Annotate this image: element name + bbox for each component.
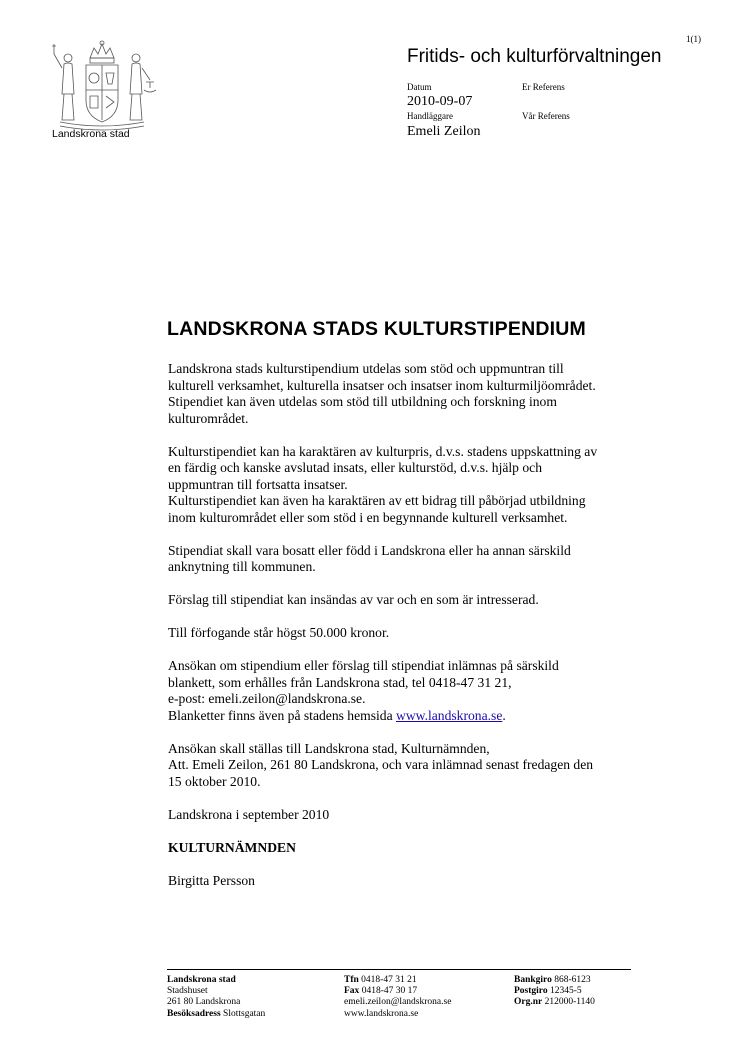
datum-value: 2010-09-07 bbox=[407, 94, 473, 109]
footer-contact bbox=[344, 975, 451, 1020]
datum-label: Datum bbox=[407, 82, 432, 92]
footer-payment bbox=[514, 975, 595, 1009]
text-line bbox=[168, 708, 658, 725]
document-body bbox=[168, 361, 658, 906]
text-line: uppmuntran till fortsatta insatser. bbox=[168, 476, 348, 492]
committee-name bbox=[168, 840, 658, 857]
coat-of-arms-icon bbox=[40, 38, 172, 142]
text-line: Birgitta Persson bbox=[168, 872, 255, 888]
footer-value: 868-6123 bbox=[554, 975, 591, 985]
footer-label: Besöksadress bbox=[167, 1008, 221, 1019]
logo-text: Landskrona stad bbox=[52, 128, 130, 140]
text-line: 15 oktober 2010. bbox=[168, 773, 261, 789]
footer-label: Fax bbox=[344, 986, 360, 997]
text-fragment: . bbox=[502, 707, 506, 723]
text-line: Till förfogande står högst 50.000 kronor. bbox=[168, 625, 390, 640]
footer-label: Postgiro bbox=[514, 986, 548, 997]
footer-value: Slottsgatan bbox=[223, 1008, 266, 1019]
footer-value: 0418-47 30 17 bbox=[361, 986, 418, 997]
footer-line: Stadshuset bbox=[167, 986, 208, 997]
document-title: LANDSKRONA STADS KULTURSTIPENDIUM bbox=[167, 318, 586, 340]
footer-email: emeli.zeilon@landskrona.se bbox=[344, 997, 452, 1008]
paragraph-application bbox=[168, 658, 658, 724]
footer-label: Bankgiro bbox=[514, 975, 552, 985]
text-line: Ansökan om stipendium eller förslag till stipendiat inlämnas på särskild bbox=[168, 658, 559, 673]
paragraph-deadline bbox=[168, 741, 658, 791]
page-number: 1(1) bbox=[686, 34, 701, 44]
text-line: inom kulturområdet eller som stöd i en begynnande kulturell verksamhet. bbox=[168, 509, 568, 525]
text-fragment: Blanketter finns även på stadens hemsida bbox=[168, 707, 397, 723]
text-line: Stipendiet kan även utdelas som stöd till utbildning och forskning inom bbox=[168, 394, 557, 409]
paragraph-amount bbox=[168, 625, 658, 642]
footer-web: www.landskrona.se bbox=[344, 1008, 419, 1019]
var-referens-label: Vår Referens bbox=[522, 111, 570, 121]
text-line: anknytning till kommunen. bbox=[168, 559, 316, 574]
footer-divider bbox=[167, 969, 631, 970]
text-line: kulturområdet. bbox=[168, 410, 249, 426]
text-line: Kulturstipendiet kan även ha karaktären av ett bidrag till påbörjad utbildning bbox=[168, 493, 586, 508]
er-referens-label: Er Referens bbox=[522, 82, 565, 92]
signature bbox=[168, 873, 658, 890]
footer-label: Tfn bbox=[344, 975, 359, 985]
text-line: e-post: emeli.zeilon@landskrona.se. bbox=[168, 691, 366, 706]
footer-value: 12345-5 bbox=[549, 986, 582, 997]
footer-value: 0418-47 31 21 bbox=[361, 975, 417, 985]
text-line: KULTURNÄMNDEN bbox=[168, 839, 296, 855]
text-line: Ansökan skall ställas till Landskrona stad, Kulturnämnden, bbox=[168, 740, 490, 756]
footer-line: 261 80 Landskrona bbox=[167, 997, 241, 1008]
text-line: Stipendiat skall vara bosatt eller född i Landskrona eller ha annan särskild bbox=[168, 542, 571, 558]
text-line: Förslag till stipendiat kan insändas av var och en som är intresserad. bbox=[168, 592, 539, 607]
text-line: kulturell verksamhet, kulturella insatser och insatser inom kulturmiljöområdet. bbox=[168, 377, 596, 393]
place-date bbox=[168, 807, 658, 824]
website-link[interactable]: www.landskrona.se bbox=[396, 707, 503, 723]
footer-address bbox=[167, 975, 265, 1020]
paragraph-eligibility bbox=[168, 543, 658, 576]
footer-label: Org.nr bbox=[514, 997, 543, 1008]
text-line: Landskrona i september 2010 bbox=[168, 806, 330, 822]
handlaggare-value: Emeli Zeilon bbox=[407, 124, 481, 139]
footer-org-name: Landskrona stad bbox=[167, 975, 236, 985]
text-line: Kulturstipendiet kan ha karaktären av kulturpris, d.v.s. stadens uppskattning av bbox=[168, 443, 598, 459]
department-title: Fritids- och kulturförvaltningen bbox=[407, 46, 662, 67]
paragraph-purpose bbox=[168, 361, 658, 427]
paragraph-character bbox=[168, 444, 658, 527]
footer-value: 212000-1140 bbox=[544, 997, 595, 1008]
text-line: Att. Emeli Zeilon, 261 80 Landskrona, och vara inlämnad senast fredagen den bbox=[168, 757, 594, 772]
handlaggare-label: Handläggare bbox=[407, 111, 453, 121]
text-line: en färdig och kanske avslutad insats, eller kulturstöd, d.v.s. hjälp och bbox=[168, 460, 542, 475]
text-line: blankett, som erhålles från Landskrona stad, tel 0418-47 31 21, bbox=[168, 674, 512, 690]
paragraph-proposals bbox=[168, 592, 658, 609]
text-line: Landskrona stads kulturstipendium utdelas som stöd och uppmuntran till bbox=[168, 361, 564, 376]
